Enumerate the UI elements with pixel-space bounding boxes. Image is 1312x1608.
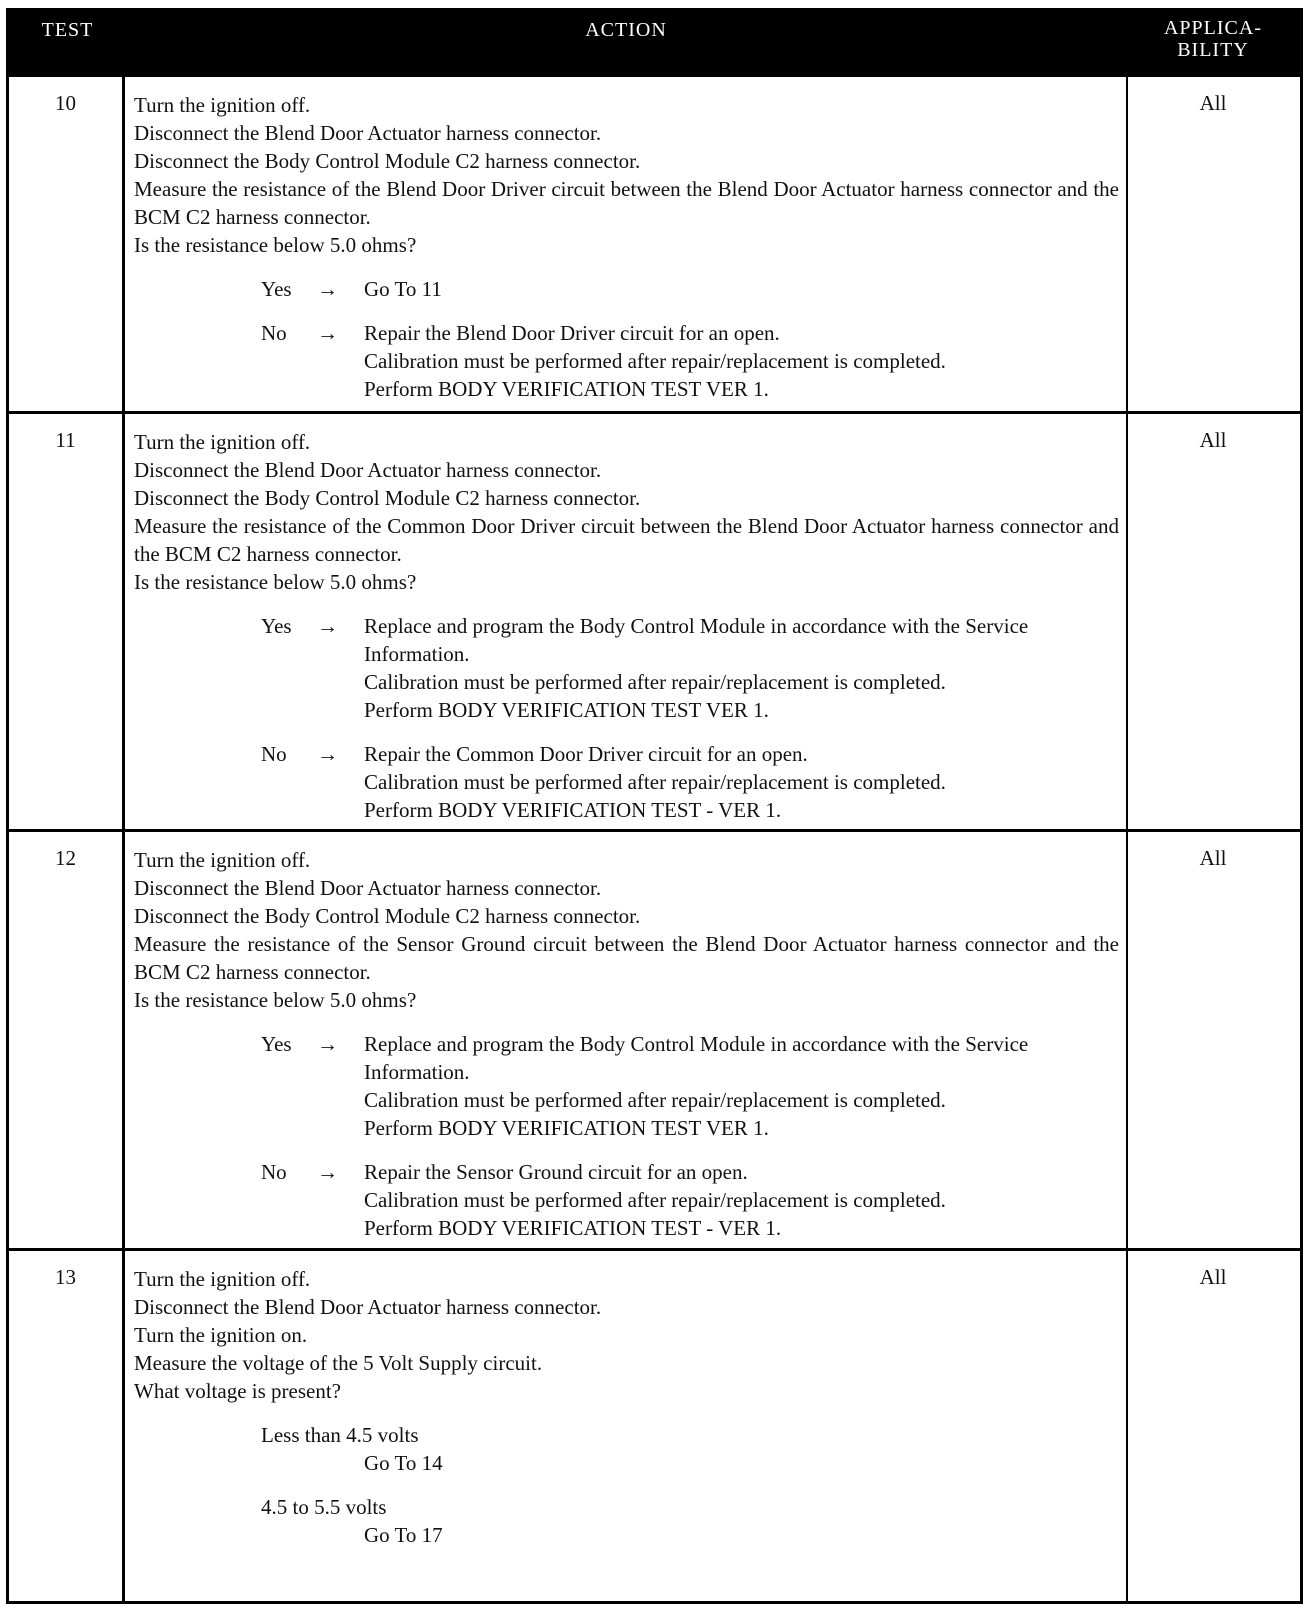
no-line: Repair the Common Door Driver circuit for an open. <box>364 742 808 766</box>
arrow-right-icon: → <box>317 614 338 638</box>
yes-line: Replace and program the Body Control Module in accordance with the Service Information. <box>364 614 1029 666</box>
no-branch <box>134 1158 1119 1242</box>
outcome-goto: Go To 14 <box>364 1451 443 1475</box>
test-number: 10 <box>55 91 76 115</box>
action-line: Disconnect the Body Control Module C2 harness connector. <box>134 904 641 928</box>
header-test: TEST <box>41 19 94 41</box>
arrow-right-icon: → <box>317 277 338 301</box>
action-line: Turn the ignition on. <box>134 1323 308 1347</box>
arrow-right-icon: → <box>317 1160 338 1184</box>
action-line: Disconnect the Blend Door Actuator harness connector. <box>134 1295 602 1319</box>
yes-line: Replace and program the Body Control Module in accordance with the Service Information. <box>364 1032 1029 1084</box>
yes-label: Yes <box>261 277 292 301</box>
test-number: 13 <box>55 1265 76 1289</box>
action-line: Turn the ignition off. <box>134 430 311 454</box>
no-line: Calibration must be performed after repair/replacement is completed. <box>364 349 946 373</box>
test-number: 11 <box>55 428 76 452</box>
action-cell <box>134 846 1119 1242</box>
header-applicability-line-1: APPLICA- <box>1163 17 1262 39</box>
action-line: Measure the resistance of the Sensor Ground circuit between the Blend Door Actuator harness connector and the BCM C2 harness connector. <box>134 932 1119 984</box>
table-row <box>9 77 1300 411</box>
action-line: Disconnect the Blend Door Actuator harness connector. <box>134 121 602 145</box>
no-line: Calibration must be performed after repair/replacement is completed. <box>364 1188 946 1212</box>
arrow-right-icon: → <box>317 742 338 766</box>
diagnostic-table <box>6 8 1303 1604</box>
action-line: Measure the voltage of the 5 Volt Supply circuit. <box>134 1351 543 1375</box>
no-label: No <box>261 321 287 345</box>
no-line: Repair the Sensor Ground circuit for an open. <box>364 1160 748 1184</box>
yes-line: Perform BODY VERIFICATION TEST VER 1. <box>364 698 769 722</box>
action-line: Disconnect the Blend Door Actuator harness connector. <box>134 458 602 482</box>
applicability-value: All <box>1199 1265 1227 1289</box>
outcome-condition: 4.5 to 5.5 volts <box>261 1495 387 1519</box>
outcome-condition: Less than 4.5 volts <box>261 1423 419 1447</box>
test-number: 12 <box>55 846 76 870</box>
no-label: No <box>261 742 287 766</box>
applicability-value: All <box>1199 91 1227 115</box>
no-line: Perform BODY VERIFICATION TEST - VER 1. <box>364 1216 782 1240</box>
header-applicability-line-2: BILITY <box>1177 39 1249 61</box>
table-row <box>9 414 1300 829</box>
no-line: Repair the Blend Door Driver circuit for an open. <box>364 321 780 345</box>
action-cell <box>134 91 1119 403</box>
action-line: Turn the ignition off. <box>134 848 311 872</box>
outcome-goto: Go To 17 <box>364 1523 443 1547</box>
no-branch <box>134 319 1119 403</box>
no-line: Calibration must be performed after repair/replacement is completed. <box>364 770 946 794</box>
table-row <box>9 832 1300 1248</box>
action-line: Measure the resistance of the Common Door Driver circuit between the Blend Door Actuator harness connector and the BCM C2 harness connector. <box>134 514 1119 566</box>
yes-label: Yes <box>261 614 292 638</box>
yes-line: Perform BODY VERIFICATION TEST VER 1. <box>364 1116 769 1140</box>
header-applicability <box>1126 17 1300 61</box>
action-line: Is the resistance below 5.0 ohms? <box>134 988 417 1012</box>
yes-line: Calibration must be performed after repair/replacement is completed. <box>364 670 946 694</box>
applicability-value: All <box>1199 428 1227 452</box>
no-label: No <box>261 1160 287 1184</box>
yes-label: Yes <box>261 1032 292 1056</box>
yes-branch <box>134 1030 1119 1142</box>
action-line: Disconnect the Body Control Module C2 harness connector. <box>134 149 641 173</box>
action-line: Is the resistance below 5.0 ohms? <box>134 570 417 594</box>
no-line: Perform BODY VERIFICATION TEST VER 1. <box>364 377 769 401</box>
yes-line: Go To 11 <box>364 277 442 301</box>
table-header <box>9 11 1300 77</box>
action-line: Is the resistance below 5.0 ohms? <box>134 233 417 257</box>
yes-branch <box>134 275 1119 303</box>
applicability-value: All <box>1199 846 1227 870</box>
action-line: Disconnect the Blend Door Actuator harness connector. <box>134 876 602 900</box>
yes-branch <box>134 612 1119 724</box>
yes-line: Calibration must be performed after repair/replacement is completed. <box>364 1088 946 1112</box>
action-line: Turn the ignition off. <box>134 1267 311 1291</box>
arrow-right-icon: → <box>317 321 338 345</box>
voltage-outcome <box>134 1421 1119 1477</box>
voltage-outcome <box>134 1493 1119 1549</box>
table-row <box>9 1251 1300 1601</box>
arrow-right-icon: → <box>317 1032 338 1056</box>
action-line: Measure the resistance of the Blend Door Driver circuit between the Blend Door Actuator harness connector and the BCM C2 harness connector. <box>134 177 1119 229</box>
no-branch <box>134 740 1119 824</box>
action-cell <box>134 1265 1119 1549</box>
header-action: ACTION <box>585 19 667 41</box>
no-line: Perform BODY VERIFICATION TEST - VER 1. <box>364 798 782 822</box>
action-line: What voltage is present? <box>134 1379 342 1403</box>
action-cell <box>134 428 1119 824</box>
action-line: Disconnect the Body Control Module C2 harness connector. <box>134 486 641 510</box>
action-line: Turn the ignition off. <box>134 93 311 117</box>
